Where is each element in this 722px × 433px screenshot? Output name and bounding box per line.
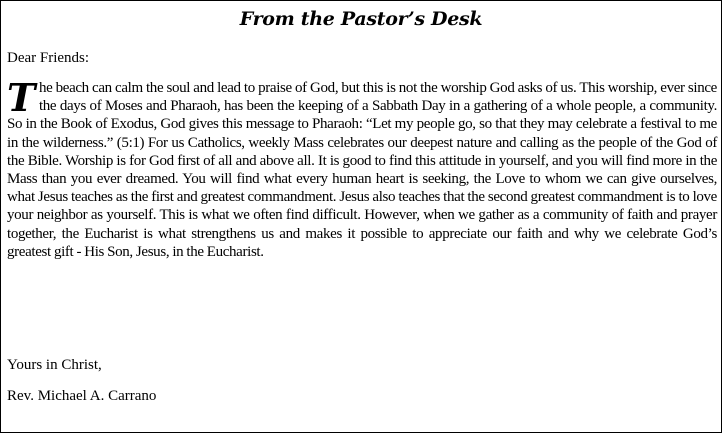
letter-salutation: Dear Friends: [7, 50, 90, 66]
letter-signature: Rev. Michael A. Carrano [7, 388, 157, 404]
letter-closing: Yours in Christ, [7, 357, 102, 373]
letter-body-text: he beach can calm the soul and lead to praise of God, but this is not the worship God asks of us. This worship, ever since the days of Moses and Pharaoh, has been the keeping of a Sabbath Day in a gathering of a whole people, a community. So in the Book of Exodus, God gives this message to Pharaoh: “Let my people go, so that they may celebrate a festival to me in the wilderness.” (5:1) For us Catholics, weekly Mass celebrates our deepest nature and calling as the people of the God of the Bible. Worship is for God first of all and above all. It is good to find this attitude in yourself, and you will find more in the Mass than you ever dreamed. You will find what every human heart is seeking, the Love to whom we can give ourselves, what Jesus teaches as the first and greatest commandment. Jesus also teaches that the second greatest commandment is to love your neighbor as yourself. This is what we often find difficult. However, when we gather as a community of faith and prayer together, the Eucharist is what strengthens us and makes it possible to appreciate our faith and why we celebrate God’s greatest gift - His Son, Jesus, in the Eucharist. [7, 80, 717, 260]
page-title: From the Pastor’s Desk [239, 8, 483, 30]
letter-body [7, 75, 717, 261]
drop-cap-letter: T [7, 75, 35, 120]
